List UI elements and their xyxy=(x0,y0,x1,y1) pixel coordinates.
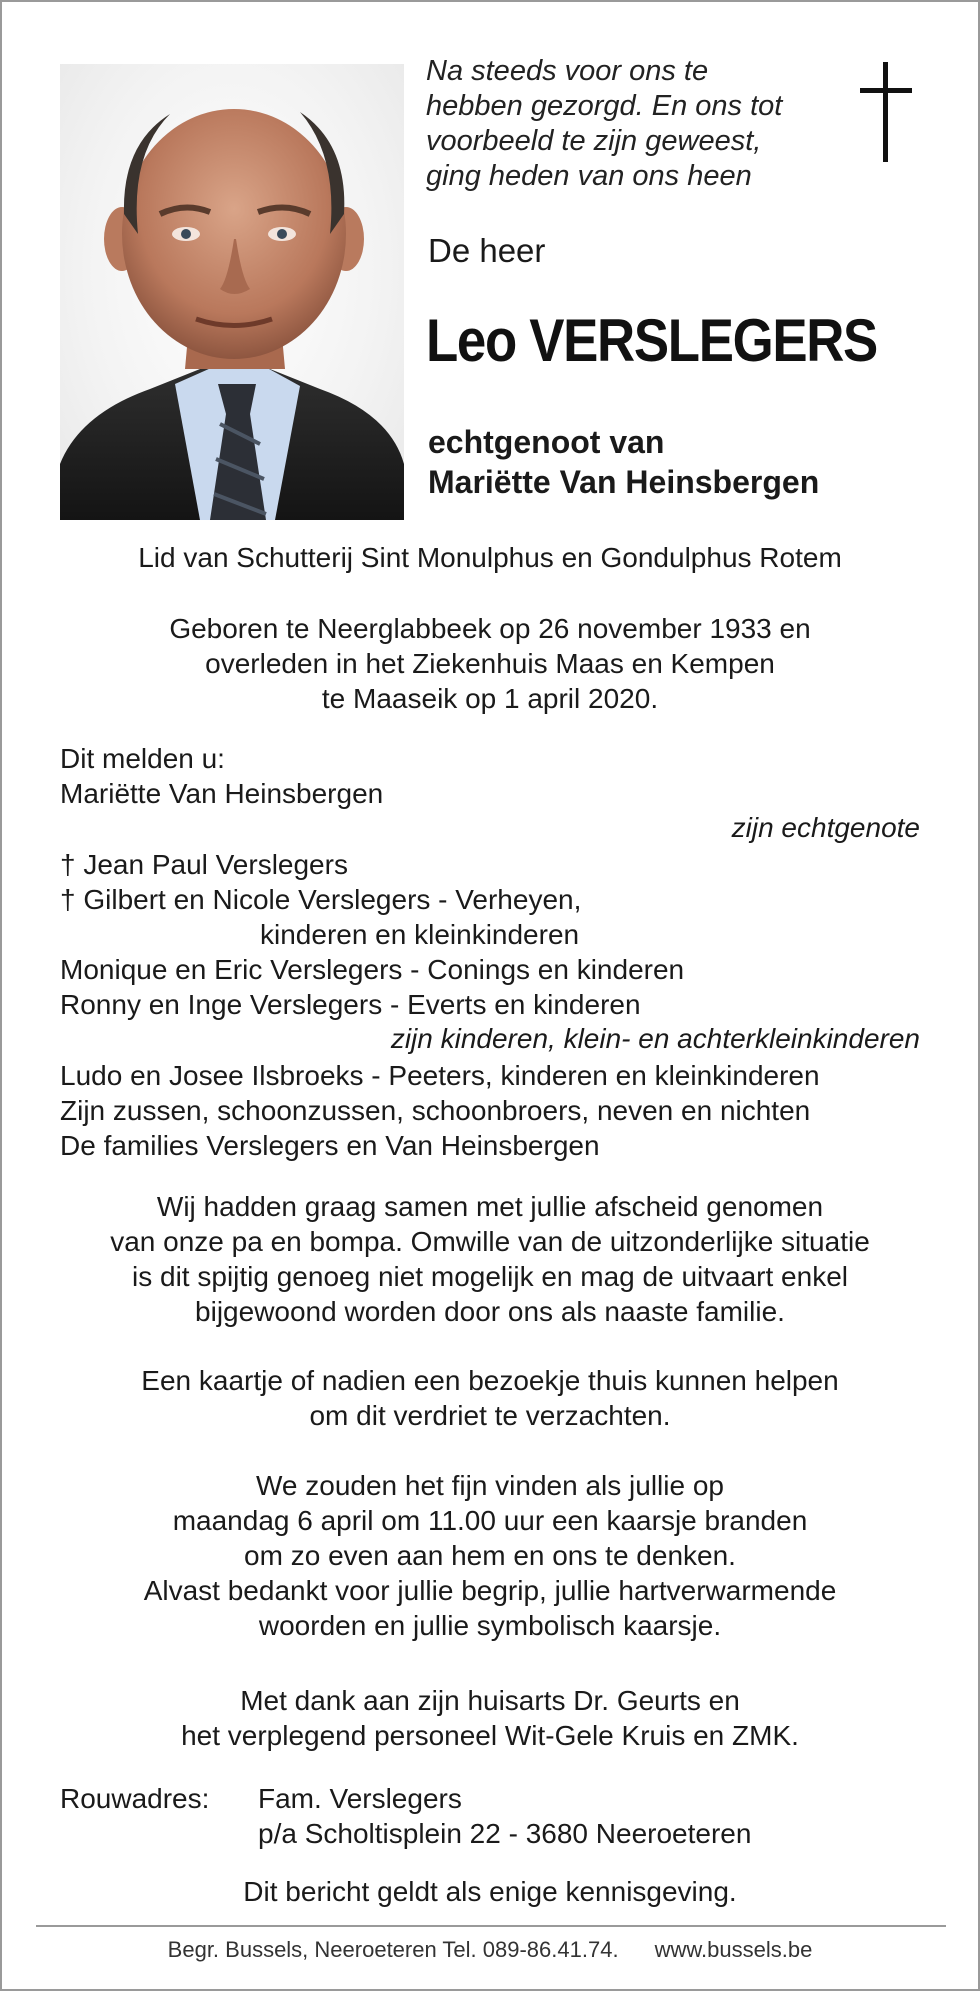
thanks-message xyxy=(2,1683,978,1753)
children-list xyxy=(60,847,920,1022)
message-line: woorden en jullie symbolisch kaarsje. xyxy=(258,1610,722,1641)
message-line: Wij hadden graag samen met jullie afscheid genomen xyxy=(156,1191,824,1222)
message-line: Met dank aan zijn huisarts Dr. Geurts en xyxy=(240,1685,740,1716)
message-line: om dit verdriet te verzachten. xyxy=(309,1400,671,1431)
message-line: is dit spijtig genoeg niet mogelijk en mag de uitvaart enkel xyxy=(132,1261,848,1292)
address-line: Fam. Verslegers xyxy=(258,1783,462,1814)
opening-poem xyxy=(426,54,846,194)
message-line: Een kaartje of nadien een bezoekje thuis kunnen helpen xyxy=(141,1365,839,1396)
message-line: maandag 6 april om 11.00 uur een kaarsje branden xyxy=(172,1505,808,1536)
list-item: Ronny en Inge Verslegers - Everts en kinderen xyxy=(60,989,641,1020)
message-line: van onze pa en bompa. Omwille van de uitzonderlijke situatie xyxy=(110,1226,870,1257)
poem-line: ging heden van ons heen xyxy=(426,160,752,192)
footer-company: Begr. Bussels, Neeroeteren Tel. 089-86.41.74. xyxy=(167,1937,619,1962)
others-list xyxy=(60,1058,920,1163)
spouse-of-label: echtgenoot van xyxy=(428,424,665,460)
announcer-spouse: Mariëtte Van Heinsbergen xyxy=(60,778,384,809)
announcers-intro: Dit melden u: xyxy=(60,743,225,774)
birth-death-line: Geboren te Neerglabbeek op 26 november 1933 en xyxy=(169,613,811,644)
spouse-of-name: Mariëtte Van Heinsbergen xyxy=(428,464,820,500)
message-line: Alvast bedankt voor jullie begrip, jullie hartverwarmende xyxy=(143,1575,837,1606)
birth-death-info xyxy=(2,611,978,716)
list-item: De families Verslegers en Van Heinsbergen xyxy=(60,1130,600,1161)
footer xyxy=(2,1937,978,1963)
list-item: kinderen en kleinkinderen xyxy=(260,919,580,950)
cross-icon xyxy=(860,62,912,162)
mourning-address xyxy=(60,1781,920,1851)
list-item: Zijn zussen, schoonzussen, schoonbroers, neven en nichten xyxy=(60,1095,811,1126)
poem-line: hebben gezorgd. En ons tot xyxy=(426,90,783,122)
salutation: De heer xyxy=(428,232,546,269)
list-item: † Jean Paul Verslegers xyxy=(60,849,348,880)
announcers xyxy=(60,741,920,811)
birth-death-line: overleden in het Ziekenhuis Maas en Kempen xyxy=(205,648,775,679)
message-line: het verplegend personeel Wit-Gele Kruis en ZMK. xyxy=(181,1720,799,1751)
deceased-name: Leo VERSLEGERS xyxy=(426,307,877,374)
message-line: We zouden het fijn vinden als jullie op xyxy=(255,1470,724,1501)
address-label: Rouwadres: xyxy=(60,1783,210,1814)
birth-death-line: te Maaseik op 1 april 2020. xyxy=(321,683,659,714)
message-line: bijgewoond worden door ons als naaste familie. xyxy=(195,1296,785,1327)
notice: Dit bericht geldt als enige kennisgeving. xyxy=(243,1876,737,1907)
message-line: om zo even aan hem en ons te denken. xyxy=(244,1540,736,1571)
membership: Lid van Schutterij Sint Monulphus en Gondulphus Rotem xyxy=(138,542,842,573)
list-item: Monique en Eric Verslegers - Conings en kinderen xyxy=(60,954,685,985)
card-message xyxy=(2,1363,978,1433)
footer-divider xyxy=(36,1925,946,1927)
farewell-message xyxy=(2,1189,978,1329)
list-item: † Gilbert en Nicole Verslegers - Verheyen, xyxy=(60,884,582,915)
portrait-illustration xyxy=(60,64,404,520)
spouse-role: zijn echtgenote xyxy=(731,812,920,843)
poem-line: Na steeds voor ons te xyxy=(426,55,709,87)
footer-website[interactable]: www.bussels.be xyxy=(654,1937,813,1962)
list-item: Ludo en Josee Ilsbroeks - Peeters, kinderen en kleinkinderen xyxy=(60,1060,820,1091)
candle-message xyxy=(2,1468,978,1643)
poem-line: voorbeeld te zijn geweest, xyxy=(426,125,762,157)
children-role: zijn kinderen, klein- en achterkleinkinderen xyxy=(390,1023,920,1054)
portrait-photo xyxy=(60,64,404,520)
address-line: p/a Scholtisplein 22 - 3680 Neeroeteren xyxy=(258,1818,752,1849)
spouse-of xyxy=(428,422,819,502)
